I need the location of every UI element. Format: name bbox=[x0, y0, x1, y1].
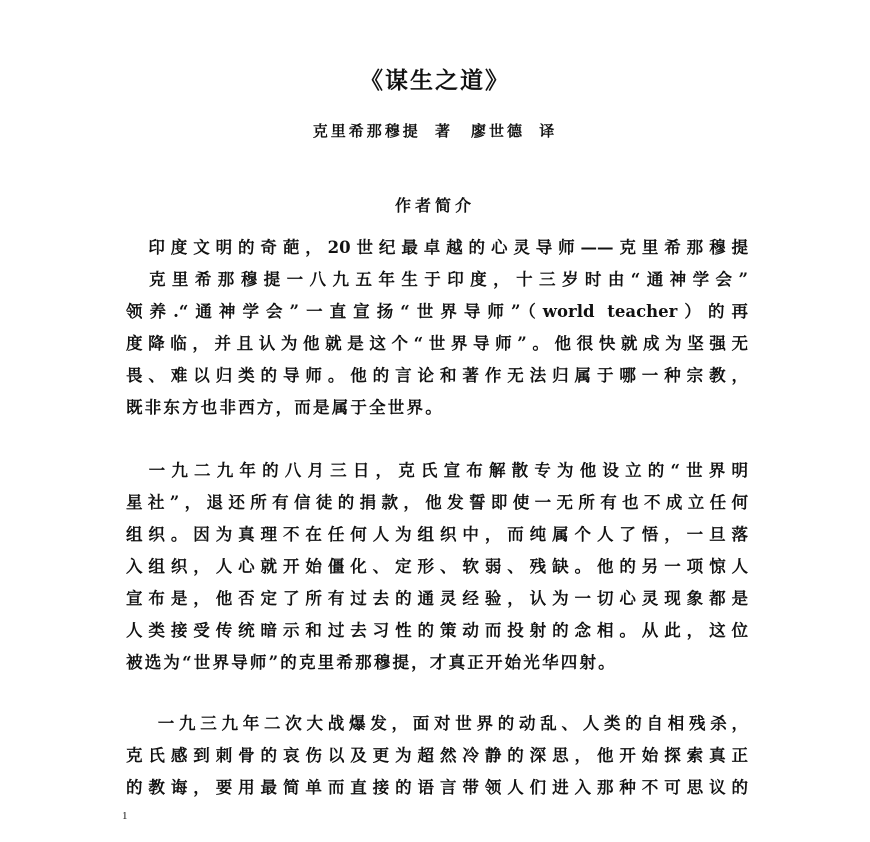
section-heading: 作者简介 bbox=[394, 196, 475, 215]
body-line: 克氏感到刺骨的哀伤以及更为超然冷静的深思，他开始探索真正 bbox=[126, 746, 748, 765]
page-number: 1 bbox=[122, 810, 128, 822]
body-line: 被选为“世界导师”的克里希那穆提，才真正开始光华四射。 bbox=[126, 653, 617, 672]
body-line: 印度文明的奇葩，20世纪最卓越的心灵导师——克里希那穆提 bbox=[126, 238, 748, 257]
book-title: 《谋生之道》 bbox=[360, 67, 510, 94]
body-line: 组织。因为真理不在任何人为组织中，而纯属个人了悟，一旦落 bbox=[126, 525, 748, 544]
body-line: 既非东方也非西方，而是属于全世界。 bbox=[126, 398, 444, 417]
body-line: 一九二九年的八月三日，克氏宣布解散专为他设立的“世界明 bbox=[126, 461, 748, 480]
body-line: 度降临，并且认为他就是这个“世界导师”。他很快就成为坚强无 bbox=[126, 334, 748, 353]
body-line: 的教诲，要用最简单而直接的语言带领人们进入那种不可思议的 bbox=[126, 778, 748, 797]
body-line: 入组织，人心就开始僵化、定形、软弱、残缺。他的另一项惊人 bbox=[126, 557, 748, 576]
body-line: 一九三九年二次大战爆发，面对世界的动乱、人类的自相残杀， bbox=[126, 714, 748, 733]
body-line: 宣布是，他否定了所有过去的通灵经验，认为一切心灵现象都是 bbox=[126, 589, 748, 608]
body-line: 人类接受传统暗示和过去习性的策动而投射的念相。从此，这位 bbox=[126, 621, 748, 640]
body-line: 畏、难以归类的导师。他的言论和著作无法归属于哪一种宗教， bbox=[126, 366, 748, 385]
author-translator-line: 克里希那穆提 著 廖世德 译 bbox=[312, 122, 558, 140]
body-line: 克里希那穆提一八九五年生于印度，十三岁时由“通神学会” bbox=[126, 270, 748, 289]
body-line: 星社”，退还所有信徒的捐款，他发誓即使一无所有也不成立任何 bbox=[126, 493, 748, 512]
body-line: 领养.“通神学会”一直宣扬“世界导师”（world teacher）的再 bbox=[126, 302, 748, 321]
